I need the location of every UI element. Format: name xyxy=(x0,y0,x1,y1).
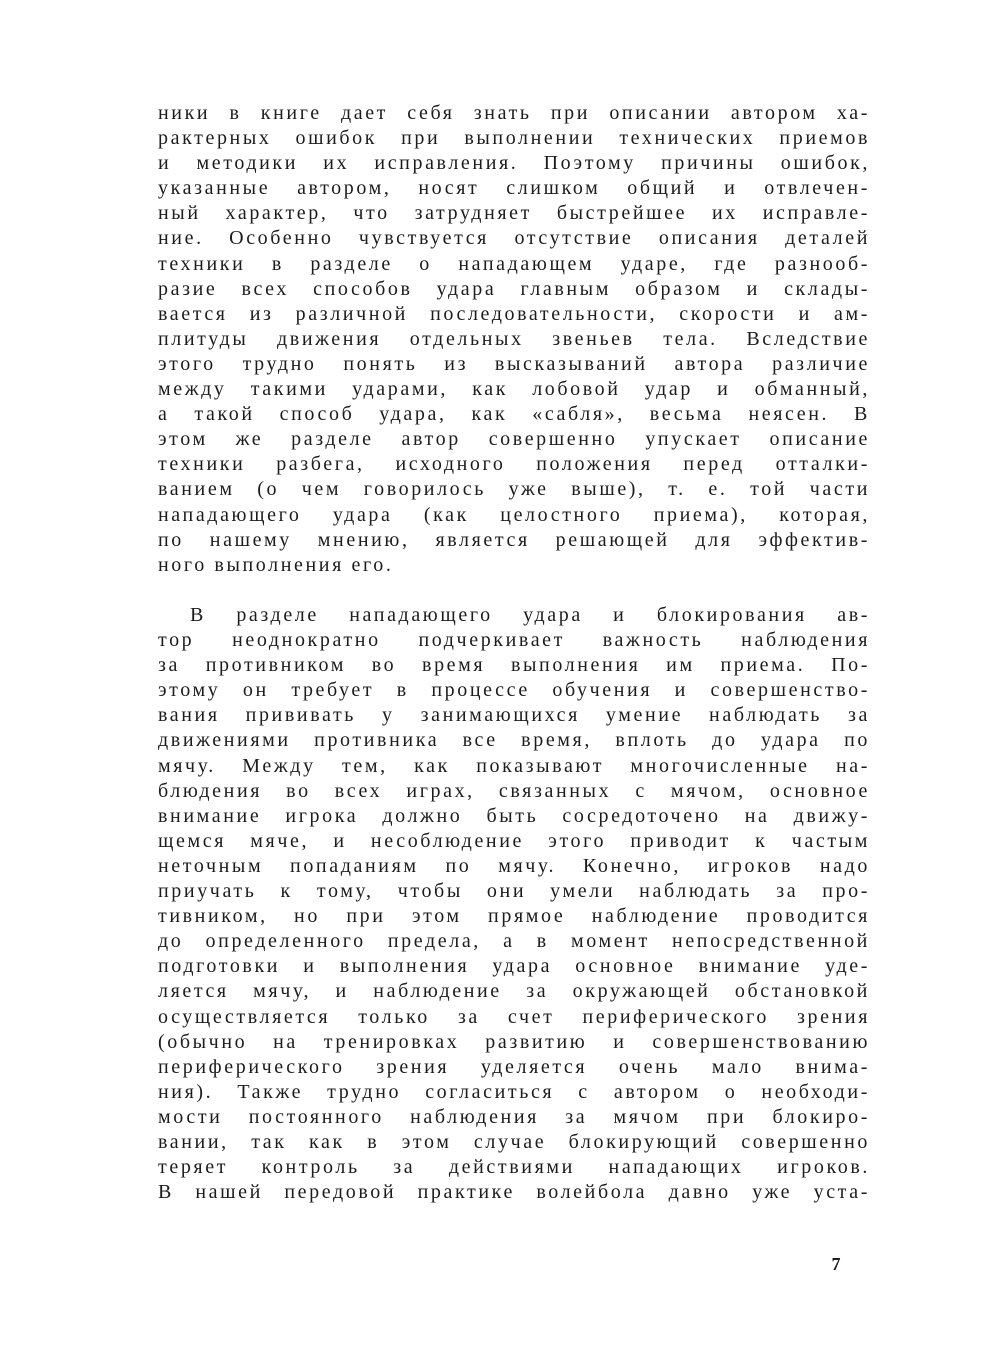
paragraph-1 xyxy=(158,101,870,578)
text-line: вается из различной последовательности, скорости и ам- xyxy=(158,302,870,325)
text-line: до определенного предела, а в момент непосредственной xyxy=(158,930,870,953)
paragraph-2 xyxy=(158,603,870,1205)
text-line: тивником, но при этом прямое наблюдение проводится xyxy=(158,905,870,928)
text-line: движениями противника все время, вплоть до удара по xyxy=(158,729,870,752)
text-line: подготовки и выполнения удара основное внимание уде- xyxy=(158,955,870,978)
text-line: неточным попаданиям по мячу. Конечно, игроков надо xyxy=(158,854,870,877)
text-line: вании, так как в этом случае блокирующий совершенно xyxy=(158,1130,870,1153)
text-line: блюдения во всех играх, связанных с мячом, основное xyxy=(158,779,870,802)
text-line: этом же разделе автор совершенно упускает описание xyxy=(158,428,870,451)
text-line: ванием (о чем говорилось уже выше), т. е. той части xyxy=(158,478,870,501)
text-line: этого трудно понять из высказываний автора различие xyxy=(158,352,870,375)
text-line: нападающего удара (как целостного приема), которая, xyxy=(158,503,870,526)
text-line: тор неоднократно подчеркивает важность наблюдения xyxy=(158,629,870,652)
text-line: разие всех способов удара главным образом и склады- xyxy=(158,277,870,300)
text-line: рактерных ошибок при выполнении технических приемов xyxy=(158,127,870,150)
text-line: ники в книге дает себя знать при описании автором ха- xyxy=(158,102,870,124)
text-line: ние. Особенно чувствуется отсутствие описания деталей xyxy=(158,227,870,250)
text-line: по нашему мнению, является решающей для эффектив- xyxy=(158,528,870,551)
text-line: ного выполнения его. xyxy=(158,553,394,576)
text-line: плитуды движения отдельных звеньев тела. Вследствие xyxy=(158,327,870,350)
text-line: (обычно на тренировках развитию и совершенствованию xyxy=(158,1030,870,1053)
page-number: 7 xyxy=(831,1254,841,1274)
text-line: ния). Также трудно согласиться с автором о необходи- xyxy=(158,1080,870,1103)
text-line: мости постоянного наблюдения за мячом при блокиро- xyxy=(158,1105,870,1128)
text-line: приучать к тому, чтобы они умели наблюдать за про- xyxy=(158,880,870,903)
text-line: между такими ударами, как лобовой удар и обманный, xyxy=(158,378,870,401)
text-line: техники разбега, исходного положения перед отталки- xyxy=(158,453,870,476)
text-line: В нашей передовой практике волейбола давно уже уста- xyxy=(158,1181,870,1204)
text-line: вания прививать у занимающихся умение наблюдать за xyxy=(158,704,870,727)
text-line: теряет контроль за действиями нападающих игроков. xyxy=(158,1156,870,1179)
text-line: периферического зрения уделяется очень мало внима- xyxy=(158,1055,870,1078)
text-line: мячу. Между тем, как показывают многочисленные на- xyxy=(158,754,870,777)
text-line: и методики их исправления. Поэтому причины ошибок, xyxy=(158,152,870,175)
text-line: щемся мяче, и несоблюдение этого приводит к частым xyxy=(158,829,870,852)
text-line: осуществляется только за счет периферического зрения xyxy=(158,1005,870,1028)
text-line: ляется мячу, и наблюдение за окружающей обстановкой xyxy=(158,980,870,1003)
text-line: В разделе нападающего удара и блокирования ав- xyxy=(190,604,870,626)
text-line: а такой способ удара, как «сабля», весьма неясен. В xyxy=(158,403,870,426)
text-line: за противником во время выполнения им приема. По- xyxy=(158,654,870,677)
text-line: этому он требует в процессе обучения и совершенство- xyxy=(158,679,870,702)
text-line: техники в разделе о нападающем ударе, где разнооб- xyxy=(158,252,870,275)
text-line: внимание игрока должно быть сосредоточено на движу- xyxy=(158,804,870,827)
text-line: указанные автором, носят слишком общий и отвлечен- xyxy=(158,177,870,200)
text-line: ный характер, что затрудняет быстрейшее их исправле- xyxy=(158,202,870,225)
